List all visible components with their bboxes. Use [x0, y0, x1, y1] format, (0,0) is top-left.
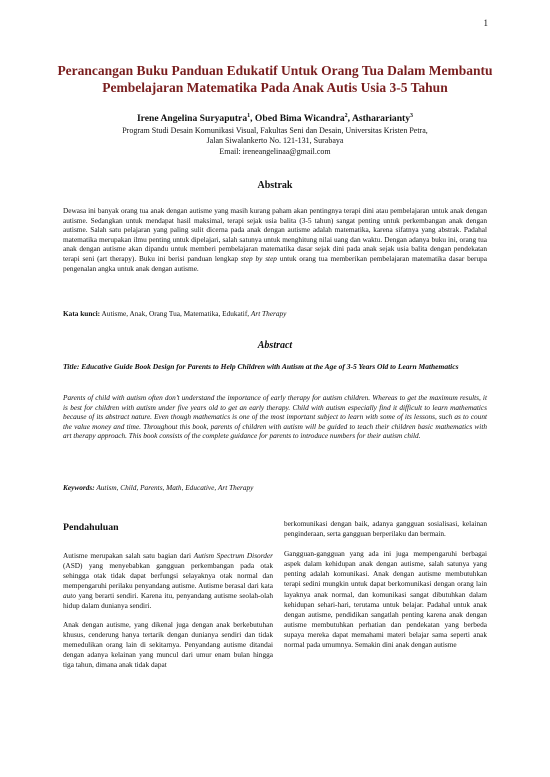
- author-1: Irene Angelina Suryaputra: [136, 113, 248, 125]
- author-3: , Astharariant: [347, 113, 406, 125]
- author-3-end: y: [405, 113, 411, 125]
- left-p1-italic: Autism Spectrum Disorder: [193, 551, 273, 560]
- kata-kunci: [63, 309, 487, 318]
- kata-kunci-text: Autisme, Anak, Orang Tua, Matematika, Edukatif,: [100, 309, 251, 318]
- abstrak-italic: step by step: [240, 253, 277, 263]
- author-2: , Obed Bima Wicandra: [250, 113, 345, 125]
- abstrak-body: [63, 206, 487, 273]
- abstrak-text-1: Dewasa ini banyak orang tua anak dengan autisme yang masih kurang paham akan pentingnya terapi dini atau pembelajaran untuk anak dengan autisme. Sedangkan untuk mendapat hasil maksimal, terapi sejak usia balita (3-5 tahun) sangat penting untuk perkembangan anak dengan autisme. Salah satu pelajaran yang paling sulit dicerna pada anak dengan autisme adalah matematika, karena sifatnya yang abstrak. Padahal matematika merupakan ilmu penting untuk dipelajari, salah satunya untuk menghitung nilai uang dan waktu. Dengan adanya buku ini, orang tua anak dengan autisme akan dipandu untuk memberi pembelajaran matematika dasar sejak dini pada anak sejak usia balita dengan pendekatan terapi seni (art therapy). Buku ini berisi panduan lengkap: [63, 206, 487, 263]
- paper-title: [50, 62, 500, 96]
- kata-kunci-italic: Art Therapy: [250, 309, 287, 318]
- title-line-1: Perancangan Buku Panduan Edukatif Untuk Orang Tua Dalam Membantu: [57, 63, 493, 78]
- page-number: 1: [483, 18, 488, 28]
- right-paragraph-1: berkomunikasi dengan baik, adanya gangguan sosialisasi, kelainan penginderaan, serta gangguan berperilaku dan bermain.: [284, 519, 487, 539]
- left-paragraph-1: [63, 551, 273, 612]
- abstrak-text-2: untuk orang tua memberikan pembelajaran matematika dasar berupa pengenalan angka untuk anak dengan autisme.: [63, 253, 487, 273]
- pendahuluan-heading: Pendahuluan: [63, 522, 119, 533]
- left-p1-c: yang berarti sendiri. Karena itu, penyandang autisme seolah-olah hidup dalam dunianya sendiri.: [63, 591, 273, 611]
- abstract-en-body: Parents of child with autism often don’t understand the importance of early therapy for autism children. Whereas to get the maximum results, it is best for children with autism under five years old to get an early therapy. Child with autism especially find it difficult to learn mathematics because of its abstract nature. Even though mathematics is one of the most important subject to learn with some of its lessons, such as to count the value money and time. Throughout this book, parents of children with autism will be guided to teach their children basic mathematics with art therapy approach. This book consists of the complete guidance for parents to introduce numbers for their autism child.: [63, 393, 487, 441]
- keywords-en-label: Keywords:: [63, 483, 95, 492]
- affiliation-line-1: Program Studi Desain Komunikasi Visual, Fakultas Seni dan Desain, Universitas Kristen Petra,: [122, 126, 428, 135]
- left-p1-italic-2: auto: [63, 591, 76, 601]
- affiliation-line-2: Jalan Siwalankerto No. 121-131, Surabaya: [206, 136, 344, 146]
- title-line-2: Pembelajaran Matematika Pada Anak Autis Usia 3-5 Tahun: [102, 80, 448, 95]
- affiliation: [50, 126, 500, 157]
- abstract-heading: Abstract: [257, 340, 293, 351]
- left-p1-b: (ASD) yang menyebabkan gangguan perkembangan pada otak sehingga otak tidak dapat berfungsi selayaknya otak normal dan mempengaruhi perilaku penyandang autisme. Autisme berasal dari kata: [63, 561, 273, 591]
- english-title: Title: Educative Guide Book Design for Parents to Help Children with Autism at the Age of 3-5 Years Old to Learn Mathematics: [63, 362, 459, 371]
- kata-kunci-label: Kata kunci:: [63, 309, 101, 318]
- author-3-affil: 3: [410, 113, 414, 119]
- left-paragraph-2: Anak dengan autisme, yang dikenal juga dengan anak berkebutuhan khusus, cenderung hanya tertarik dengan dunianya sendiri dan tidak memedulikan orang lain di sekitarnya. Penyandang autisme ditandai dengan adanya kelainan yang muncul dari umur enam bulan hingga tiga tahun, dimana anak tidak dapat: [63, 619, 273, 669]
- author-2-affil: 2: [344, 113, 348, 119]
- affiliation-email: Email: ireneangelinaa@gmail.com: [219, 146, 331, 156]
- keywords-en: [63, 483, 487, 492]
- author-1-affil: 1: [247, 113, 251, 119]
- left-p1-a: Autisme merupakan salah satu bagian dari: [63, 551, 194, 560]
- abstrak-heading: Abstrak: [257, 180, 293, 191]
- keywords-en-text: Autism, Child, Parents, Math, Educative, Art Therapy: [94, 483, 254, 492]
- left-column: [63, 522, 273, 678]
- right-column: [284, 519, 487, 660]
- right-paragraph-2: Gangguan-gangguan yang ada ini juga mempengaruhi berbagai aspek dalam kehidupan anak dengan autisme, salah satunya yang penting adalah komunikasi. Anak dengan autisme membutuhkan terapi sedini mungkin untuk dapat berkomunikasi dengan orang lain layaknya anak normal, dan komunikasi sangat dibutuhkan dalam kehidupan sehari-hari, terutama untuk belajar. Padahal untuk anak dengan autisme, pendidikan sangatlah penting karena anak dengan autisme membutuhkan perhatian dan pendekatan yang berbeda supaya mereka dapat memahami materi belajar sama seperti anak normal pada umumnya. Semakin dini anak dengan autisme: [284, 549, 487, 650]
- author-list: [50, 113, 500, 124]
